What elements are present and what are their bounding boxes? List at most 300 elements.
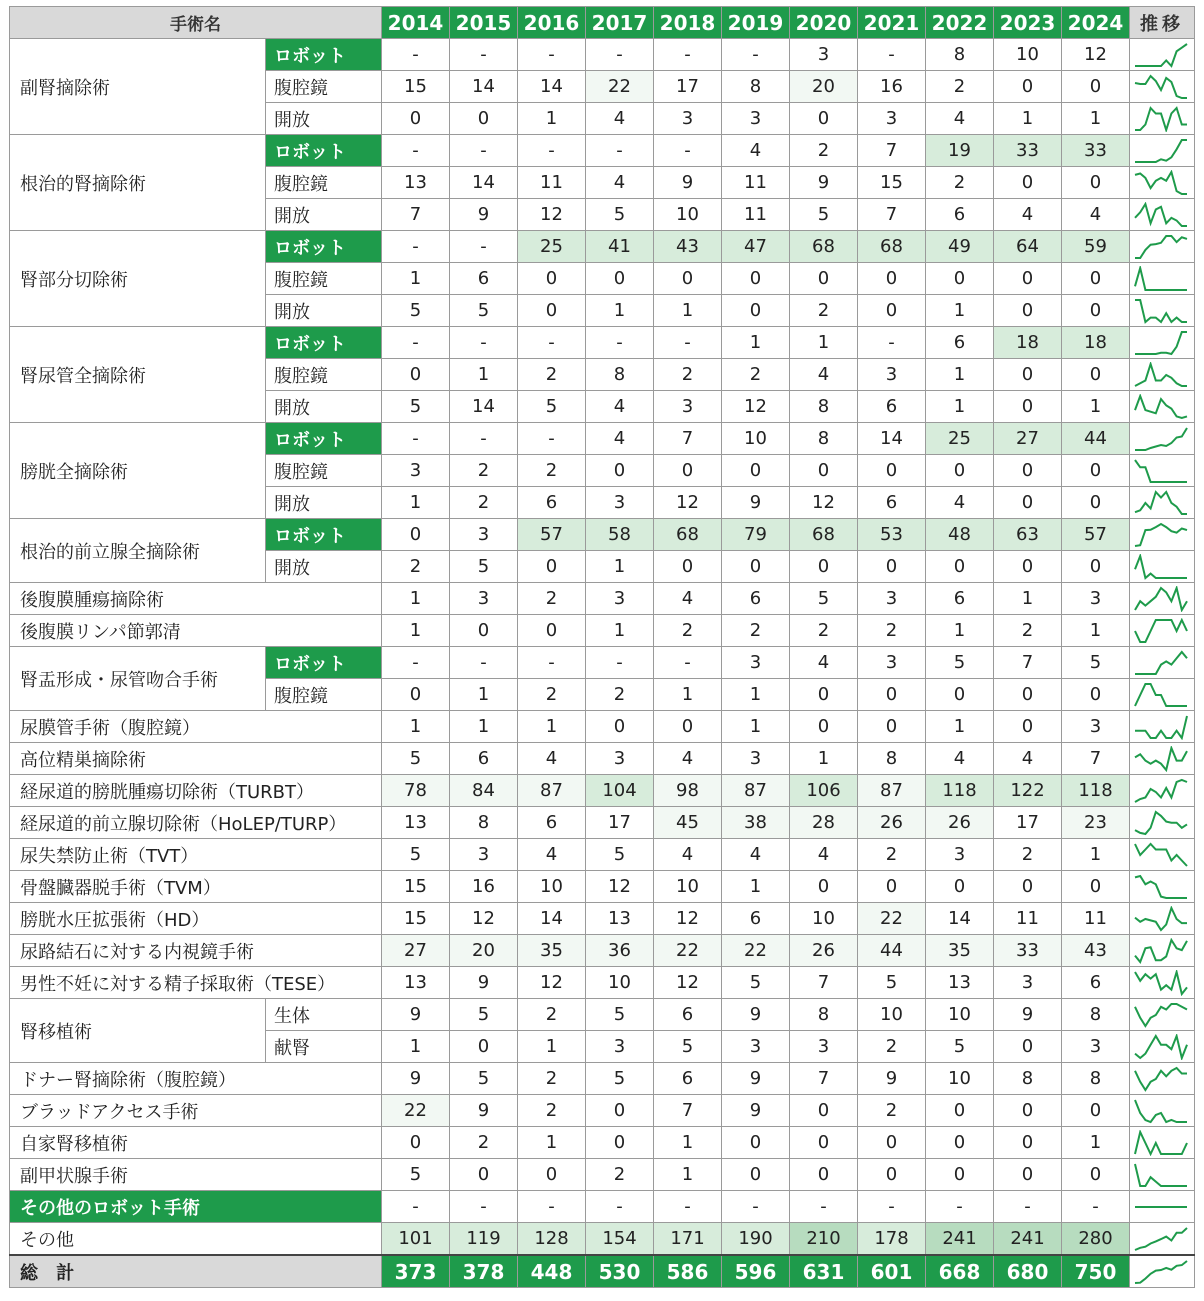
surgery-name: 副腎摘除術 (10, 39, 266, 135)
value-cell: 106 (790, 775, 858, 807)
trend-sparkline (1133, 138, 1189, 164)
value-cell: 7 (654, 423, 722, 455)
value-cell: 14 (926, 903, 994, 935)
value-cell: 1 (654, 295, 722, 327)
value-cell: 0 (926, 1095, 994, 1127)
value-cell: 210 (790, 1223, 858, 1256)
value-cell: 0 (994, 71, 1062, 103)
value-cell: 0 (450, 615, 518, 647)
value-cell: 10 (654, 871, 722, 903)
value-cell: 5 (450, 551, 518, 583)
trend-cell (1130, 455, 1195, 487)
trend-sparkline (1133, 202, 1189, 228)
trend-cell (1130, 1223, 1195, 1256)
total-value: 631 (790, 1255, 858, 1288)
approach-label: 開放 (266, 199, 382, 231)
trend-cell (1130, 519, 1195, 551)
value-cell: 2 (518, 1063, 586, 1095)
value-cell: - (450, 423, 518, 455)
trend-cell (1130, 551, 1195, 583)
year-header: 2018 (654, 7, 722, 39)
value-cell: 0 (654, 455, 722, 487)
approach-label: 腹腔鏡 (266, 167, 382, 199)
value-cell: 3 (654, 391, 722, 423)
value-cell: 2 (450, 455, 518, 487)
table-row (10, 999, 1195, 1031)
sparkline-line (1135, 236, 1187, 258)
value-cell: 0 (1062, 871, 1130, 903)
surgery-name: その他 (10, 1223, 382, 1256)
value-cell: 1 (586, 615, 654, 647)
value-cell: 2 (722, 359, 790, 391)
value-cell: 2 (518, 999, 586, 1031)
value-cell: 58 (586, 519, 654, 551)
surgery-name: 根治的前立腺全摘除術 (10, 519, 266, 583)
value-cell: 5 (382, 391, 450, 423)
value-cell: 8 (790, 423, 858, 455)
value-cell: 0 (994, 391, 1062, 423)
trend-sparkline (1133, 746, 1189, 772)
value-cell: 2 (858, 615, 926, 647)
sparkline-line (1135, 268, 1187, 290)
trend-cell (1130, 359, 1195, 391)
trend-sparkline (1133, 682, 1189, 708)
value-cell: 63 (994, 519, 1062, 551)
value-cell: 87 (518, 775, 586, 807)
value-cell: 241 (926, 1223, 994, 1256)
sparkline-line (1135, 1004, 1187, 1026)
value-cell: 0 (926, 455, 994, 487)
value-cell: - (586, 135, 654, 167)
sparkline-line (1135, 1068, 1187, 1090)
value-cell: 2 (654, 615, 722, 647)
value-cell: 44 (858, 935, 926, 967)
trend-cell (1130, 1191, 1195, 1223)
value-cell: 4 (518, 743, 586, 775)
value-cell: 16 (450, 871, 518, 903)
trend-sparkline (1133, 426, 1189, 452)
value-cell: 2 (518, 1095, 586, 1127)
value-cell: 12 (1062, 39, 1130, 71)
total-label: 総 計 (10, 1255, 382, 1288)
surgery-name: 経尿道的膀胱腫瘍切除術（TURBT） (10, 775, 382, 807)
value-cell: 9 (722, 487, 790, 519)
value-cell: 3 (586, 743, 654, 775)
surgery-name: 尿失禁防止術（TVT） (10, 839, 382, 871)
value-cell: 5 (586, 199, 654, 231)
trend-cell (1130, 231, 1195, 263)
value-cell: 2 (518, 359, 586, 391)
value-cell: 0 (790, 1095, 858, 1127)
value-cell: 0 (1062, 679, 1130, 711)
table-row (10, 647, 1195, 679)
trend-sparkline (1133, 362, 1189, 388)
value-cell: 13 (586, 903, 654, 935)
value-cell: 26 (858, 807, 926, 839)
value-cell: 0 (518, 1159, 586, 1191)
total-value: 750 (1062, 1255, 1130, 1288)
value-cell: 3 (790, 1031, 858, 1063)
value-cell: 0 (1062, 455, 1130, 487)
value-cell: 7 (790, 1063, 858, 1095)
sparkline-line (1135, 556, 1187, 578)
surgery-name: 腎部分切除術 (10, 231, 266, 327)
value-cell: 27 (994, 423, 1062, 455)
value-cell: 5 (790, 583, 858, 615)
value-cell: 0 (1062, 1159, 1130, 1191)
trend-sparkline (1133, 522, 1189, 548)
value-cell: 1 (518, 711, 586, 743)
value-cell: 84 (450, 775, 518, 807)
approach-label: 生体 (266, 999, 382, 1031)
value-cell: - (586, 647, 654, 679)
value-cell: 26 (790, 935, 858, 967)
trend-cell (1130, 839, 1195, 871)
value-cell: 0 (994, 455, 1062, 487)
value-cell: 1 (1062, 103, 1130, 135)
value-cell: 22 (586, 71, 654, 103)
value-cell: - (586, 39, 654, 71)
trend-cell (1130, 71, 1195, 103)
value-cell: 45 (654, 807, 722, 839)
value-cell: 2 (790, 295, 858, 327)
robot-label: ロボット (266, 39, 382, 71)
value-cell: - (926, 1191, 994, 1223)
value-cell: 3 (1062, 583, 1130, 615)
trend-sparkline (1133, 1098, 1189, 1124)
value-cell: 0 (722, 455, 790, 487)
value-cell: 7 (858, 199, 926, 231)
value-cell: 22 (858, 903, 926, 935)
value-cell: 0 (722, 1159, 790, 1191)
value-cell: 6 (926, 327, 994, 359)
value-cell: 0 (722, 551, 790, 583)
value-cell: 2 (382, 551, 450, 583)
value-cell: 1 (450, 359, 518, 391)
value-cell: 57 (518, 519, 586, 551)
value-cell: - (586, 1191, 654, 1223)
surgery-statistics-table (9, 6, 1195, 1288)
value-cell: 0 (926, 1159, 994, 1191)
value-cell: 2 (450, 487, 518, 519)
total-value: 596 (722, 1255, 790, 1288)
value-cell: 4 (586, 391, 654, 423)
value-cell: 3 (722, 743, 790, 775)
trend-cell (1130, 327, 1195, 359)
value-cell: 0 (1062, 1095, 1130, 1127)
value-cell: 5 (382, 839, 450, 871)
value-cell: - (1062, 1191, 1130, 1223)
sparkline-line (1135, 876, 1187, 898)
value-cell: 35 (518, 935, 586, 967)
trend-sparkline (1133, 266, 1189, 292)
sparkline-line (1135, 972, 1187, 994)
value-cell: 10 (926, 1063, 994, 1095)
sparkline-line (1135, 908, 1187, 930)
value-cell: 16 (858, 71, 926, 103)
value-cell: - (450, 231, 518, 263)
value-cell: 0 (586, 1127, 654, 1159)
value-cell: 241 (994, 1223, 1062, 1256)
value-cell: 9 (450, 967, 518, 999)
value-cell: 1 (654, 1127, 722, 1159)
value-cell: 1 (994, 103, 1062, 135)
trend-cell (1130, 871, 1195, 903)
trend-sparkline (1133, 1034, 1189, 1060)
trend-cell (1130, 1159, 1195, 1191)
sparkline-line (1135, 364, 1187, 386)
trend-sparkline (1133, 778, 1189, 804)
value-cell: 5 (382, 743, 450, 775)
value-cell: 0 (858, 711, 926, 743)
value-cell: 15 (858, 167, 926, 199)
table-row (10, 1095, 1195, 1127)
value-cell: 1 (994, 583, 1062, 615)
value-cell: 3 (858, 359, 926, 391)
value-cell: 9 (382, 999, 450, 1031)
value-cell: 0 (994, 487, 1062, 519)
table-body (10, 39, 1195, 1288)
value-cell: 22 (722, 935, 790, 967)
trend-sparkline (1133, 74, 1189, 100)
value-cell: 1 (926, 711, 994, 743)
value-cell: 10 (790, 903, 858, 935)
trend-cell (1130, 423, 1195, 455)
value-cell: - (450, 135, 518, 167)
value-cell: 3 (586, 583, 654, 615)
value-cell: 5 (722, 967, 790, 999)
sparkline-line (1135, 1100, 1187, 1122)
value-cell: 0 (586, 455, 654, 487)
year-header: 2014 (382, 7, 450, 39)
trend-sparkline (1133, 170, 1189, 196)
value-cell: 6 (926, 583, 994, 615)
value-cell: 7 (790, 967, 858, 999)
value-cell: 1 (382, 583, 450, 615)
value-cell: 280 (1062, 1223, 1130, 1256)
value-cell: 1 (722, 871, 790, 903)
value-cell: 7 (994, 647, 1062, 679)
value-cell: 4 (994, 743, 1062, 775)
trend-sparkline (1133, 1130, 1189, 1156)
value-cell: 12 (586, 871, 654, 903)
value-cell: 2 (926, 71, 994, 103)
sparkline-line (1135, 748, 1187, 770)
approach-label: 腹腔鏡 (266, 359, 382, 391)
value-cell: 9 (994, 999, 1062, 1031)
value-cell: 68 (790, 519, 858, 551)
table-row (10, 135, 1195, 167)
value-cell: 26 (926, 807, 994, 839)
sparkline-line (1135, 716, 1187, 738)
total-value: 448 (518, 1255, 586, 1288)
value-cell: 122 (994, 775, 1062, 807)
value-cell: - (858, 1191, 926, 1223)
sparkline-line (1135, 1036, 1187, 1058)
trend-sparkline (1133, 714, 1189, 740)
trend-sparkline (1133, 234, 1189, 260)
table-row (10, 519, 1195, 551)
value-cell: 11 (1062, 903, 1130, 935)
value-cell: 3 (722, 1031, 790, 1063)
value-cell: - (382, 327, 450, 359)
value-cell: 0 (654, 711, 722, 743)
surgery-name: 尿膜管手術（腹腔鏡） (10, 711, 382, 743)
value-cell: 13 (382, 167, 450, 199)
trend-sparkline (1133, 106, 1189, 132)
value-cell: 38 (722, 807, 790, 839)
trend-sparkline (1133, 1162, 1189, 1188)
trend-cell (1130, 391, 1195, 423)
value-cell: 9 (450, 1095, 518, 1127)
year-header: 2021 (858, 7, 926, 39)
value-cell: 68 (858, 231, 926, 263)
value-cell: 4 (654, 839, 722, 871)
value-cell: 14 (858, 423, 926, 455)
value-cell: 0 (450, 1031, 518, 1063)
table-row (10, 807, 1195, 839)
trend-cell (1130, 1255, 1195, 1288)
value-cell: - (654, 39, 722, 71)
value-cell: 2 (790, 135, 858, 167)
value-cell: 87 (722, 775, 790, 807)
value-cell: 0 (1062, 263, 1130, 295)
trend-cell (1130, 135, 1195, 167)
surgery-name: 腎尿管全摘除術 (10, 327, 266, 423)
value-cell: 0 (858, 455, 926, 487)
value-cell: 5 (586, 999, 654, 1031)
value-cell: - (382, 1191, 450, 1223)
sparkline-line (1135, 812, 1187, 834)
value-cell: 0 (654, 551, 722, 583)
value-cell: - (722, 1191, 790, 1223)
value-cell: 43 (1062, 935, 1130, 967)
approach-label: 献腎 (266, 1031, 382, 1063)
trend-sparkline (1133, 810, 1189, 836)
value-cell: 53 (858, 519, 926, 551)
value-cell: - (382, 39, 450, 71)
value-cell: 9 (722, 999, 790, 1031)
value-cell: 5 (586, 839, 654, 871)
value-cell: 20 (790, 71, 858, 103)
approach-label: 腹腔鏡 (266, 263, 382, 295)
value-cell: 0 (994, 263, 1062, 295)
value-cell: 0 (926, 871, 994, 903)
surgery-name: ドナー腎摘除術（腹腔鏡） (10, 1063, 382, 1095)
approach-label: 開放 (266, 487, 382, 519)
value-cell: 17 (994, 807, 1062, 839)
value-cell: 0 (790, 679, 858, 711)
value-cell: 3 (586, 487, 654, 519)
sparkline-line (1135, 1228, 1187, 1250)
value-cell: 4 (654, 583, 722, 615)
trend-cell (1130, 647, 1195, 679)
value-cell: 28 (790, 807, 858, 839)
value-cell: 1 (382, 1031, 450, 1063)
value-cell: 13 (382, 807, 450, 839)
trend-sparkline (1133, 1066, 1189, 1092)
value-cell: 0 (1062, 359, 1130, 391)
value-cell: 1 (926, 295, 994, 327)
sparkline-line (1135, 172, 1187, 194)
value-cell: 87 (858, 775, 926, 807)
year-header: 2019 (722, 7, 790, 39)
value-cell: - (450, 647, 518, 679)
value-cell: 0 (790, 103, 858, 135)
total-row (10, 1255, 1195, 1288)
table-row (10, 327, 1195, 359)
trend-sparkline (1133, 586, 1189, 612)
value-cell: 2 (926, 167, 994, 199)
value-cell: 9 (790, 167, 858, 199)
sparkline-line (1135, 652, 1187, 674)
value-cell: 1 (1062, 1127, 1130, 1159)
value-cell: 118 (926, 775, 994, 807)
value-cell: 4 (926, 103, 994, 135)
value-cell: 104 (586, 775, 654, 807)
value-cell: 1 (382, 711, 450, 743)
value-cell: 36 (586, 935, 654, 967)
value-cell: 2 (518, 679, 586, 711)
value-cell: 8 (790, 391, 858, 423)
trend-sparkline (1133, 1002, 1189, 1028)
trend-cell (1130, 1031, 1195, 1063)
value-cell: 6 (654, 1063, 722, 1095)
value-cell: 5 (926, 647, 994, 679)
value-cell: 4 (926, 487, 994, 519)
value-cell: 5 (518, 391, 586, 423)
value-cell: 22 (382, 1095, 450, 1127)
value-cell: 5 (450, 1063, 518, 1095)
value-cell: 5 (858, 967, 926, 999)
value-cell: 0 (450, 103, 518, 135)
value-cell: 13 (926, 967, 994, 999)
robot-label: ロボット (266, 647, 382, 679)
value-cell: 12 (722, 391, 790, 423)
value-cell: 15 (382, 871, 450, 903)
value-cell: 2 (586, 1159, 654, 1191)
value-cell: 0 (858, 679, 926, 711)
value-cell: 154 (586, 1223, 654, 1256)
sparkline-line (1135, 1132, 1187, 1154)
value-cell: 47 (722, 231, 790, 263)
value-cell: 12 (654, 903, 722, 935)
approach-label: 開放 (266, 295, 382, 327)
value-cell: 4 (586, 167, 654, 199)
value-cell: 1 (722, 711, 790, 743)
surgery-name: 骨盤臓器脱手術（TVM） (10, 871, 382, 903)
value-cell: 68 (790, 231, 858, 263)
total-value: 601 (858, 1255, 926, 1288)
table-row (10, 775, 1195, 807)
value-cell: 0 (586, 1095, 654, 1127)
value-cell: 44 (1062, 423, 1130, 455)
value-cell: 33 (1062, 135, 1130, 167)
value-cell: 6 (518, 807, 586, 839)
value-cell: 11 (994, 903, 1062, 935)
trend-sparkline (1133, 330, 1189, 356)
value-cell: 4 (790, 359, 858, 391)
value-cell: - (654, 135, 722, 167)
value-cell: 1 (586, 295, 654, 327)
value-cell: 57 (1062, 519, 1130, 551)
value-cell: 59 (1062, 231, 1130, 263)
value-cell: 12 (654, 967, 722, 999)
value-cell: 2 (858, 839, 926, 871)
value-cell: 1 (722, 327, 790, 359)
surgery-name: 後腹膜リンパ節郭清 (10, 615, 382, 647)
value-cell: 0 (586, 711, 654, 743)
